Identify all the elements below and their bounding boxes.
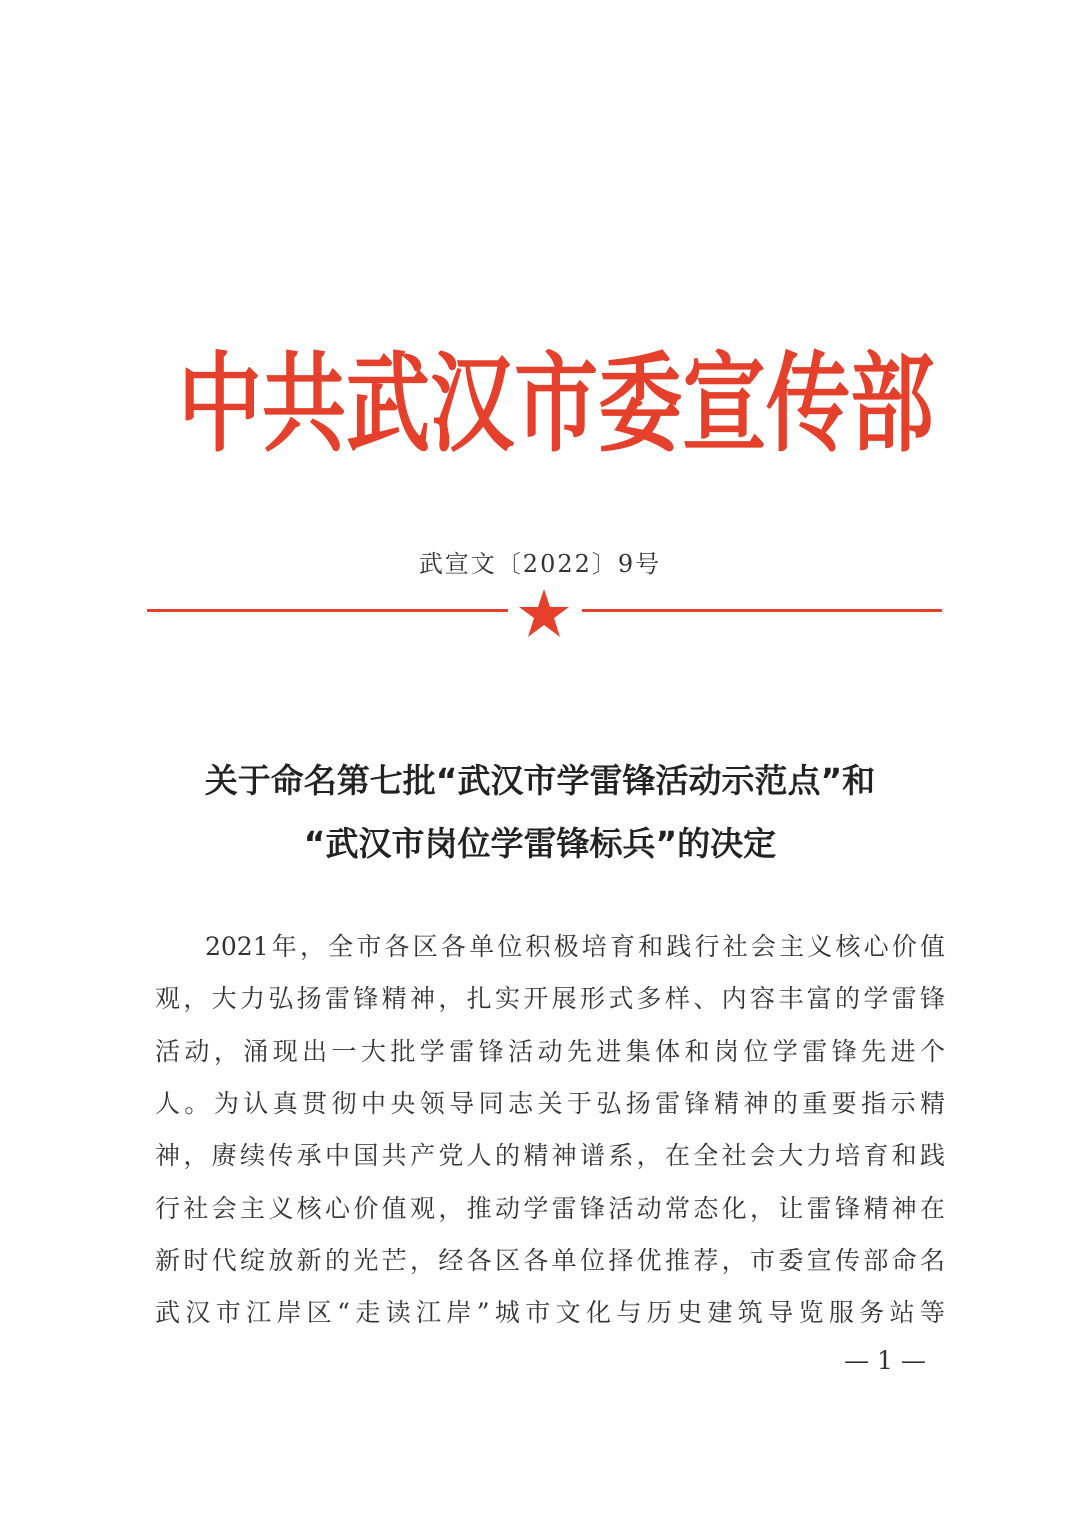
header-char: 委	[598, 340, 683, 467]
body-line: 2021年，全市各区各单位积极培育和践行社会主义核心价值	[205, 932, 945, 961]
page-number: — 1 —	[844, 1346, 926, 1375]
header-char: 宣	[682, 340, 767, 467]
header-char: 中	[178, 340, 263, 467]
body-line: 行社会主义核心价值观，推动学雷锋活动常态化，让雷锋精神在	[155, 1193, 945, 1223]
body-line: 神，赓续传承中国共产党人的精神谱系，在全社会大力培育和践	[155, 1141, 945, 1171]
document-title-line-2: “武汉市岗位学雷锋标兵”的决定	[303, 824, 777, 863]
header-char: 市	[514, 340, 599, 467]
body-line: 人。为认真贯彻中央领导同志关于弘扬雷锋精神的重要指示精	[155, 1088, 945, 1118]
document-number: 武宣文〔2022〕9号	[418, 550, 662, 578]
body-line: 活动，涌现出一大批学雷锋活动先进集体和岗位学雷锋先进个	[155, 1036, 945, 1066]
red-divider-left	[147, 609, 508, 612]
header-char: 共	[262, 340, 347, 467]
document-title-line-1: 关于命名第七批“武汉市学雷锋活动示范点”和	[204, 761, 876, 800]
body-line: 武汉市江岸区“走读江岸”城市文化与历史建筑导览服务站等	[155, 1298, 945, 1328]
red-divider-right	[582, 609, 942, 612]
header-char: 部	[850, 340, 935, 467]
body-line: 观，大力弘扬雷锋精神，扎实开展形式多样、内容丰富的学雷锋	[155, 984, 945, 1014]
header-char: 传	[766, 340, 851, 467]
star-icon	[518, 588, 570, 638]
header-char: 汉	[430, 340, 515, 467]
body-line: 新时代绽放新的光芒，经各区各单位择优推荐，市委宣传部命名	[155, 1245, 945, 1275]
header-char: 武	[346, 340, 431, 467]
issuing-organization-header	[178, 312, 935, 478]
